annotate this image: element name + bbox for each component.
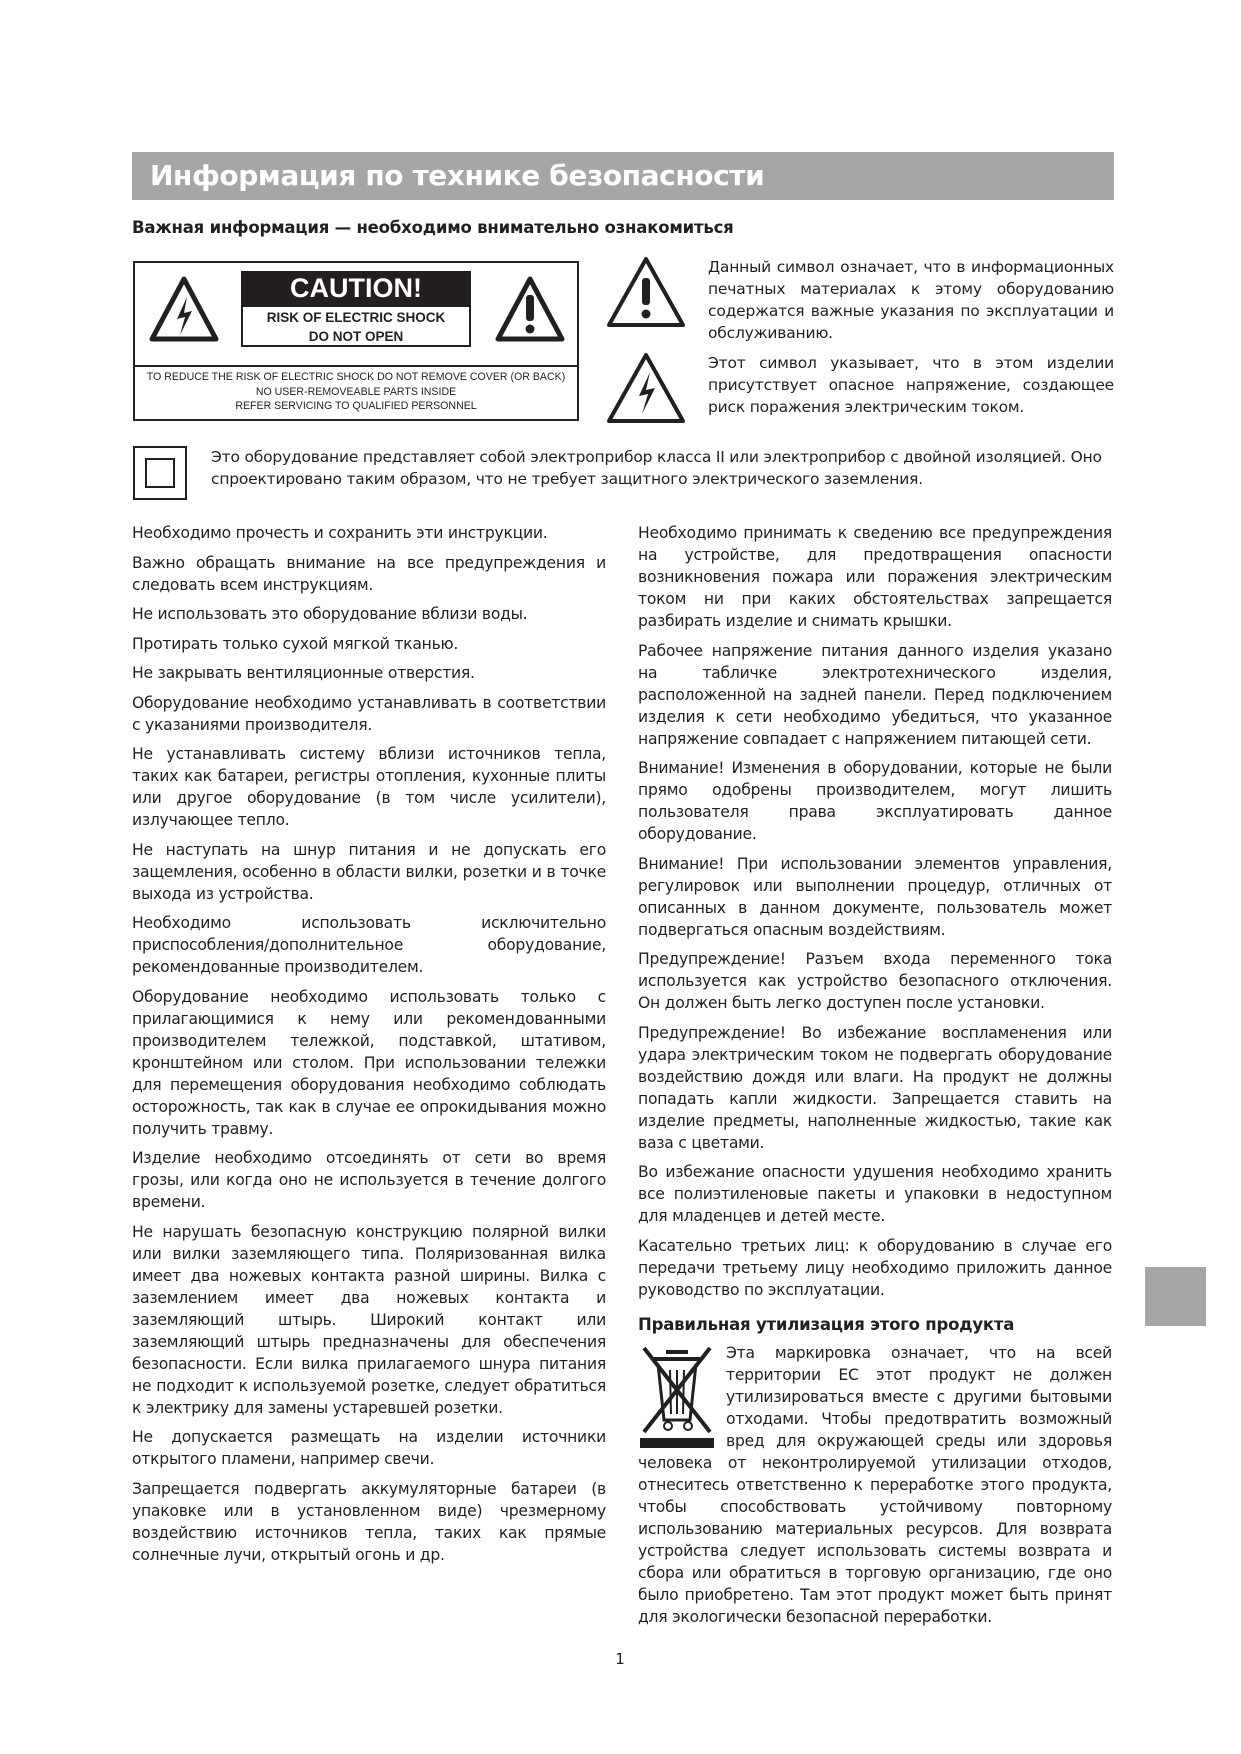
page-title: Информация по технике безопасности xyxy=(132,152,1114,200)
caution-title: CAUTION! xyxy=(241,271,471,305)
lightning-warning-icon xyxy=(149,275,219,345)
warning-paragraph: Касательно третьих лиц: к оборудованию в случае его передачи третьему лицу необходимо приложить данное руководство по эксплуатации. xyxy=(638,1236,1112,1299)
section-tab-marker xyxy=(1145,1267,1206,1326)
double-insulation-icon xyxy=(133,446,187,500)
caution-risk-line: RISK OF ELECTRIC SHOCK xyxy=(266,310,446,325)
disposal-heading: Правильная утилизация этого продукта xyxy=(638,1314,1015,1334)
caution-do-not-open: DO NOT OPEN xyxy=(308,329,404,344)
instruction-paragraph: Оборудование необходимо использовать только с прилагающимися к нему или рекомендованными производителем тележкой, подставкой, штативом, кронштейном или столом. При использовании тележки для перемещения оборудования необходимо соблюдать осторожность, так как в случае ее опрокидывания можно получить травму. xyxy=(132,987,606,1138)
page-number: 1 xyxy=(615,1650,625,1668)
instruction-paragraph: Не наступать на шнур питания и не допускать его защемления, особенно в области вилки, розетки и в точке выхода из устройства. xyxy=(132,840,606,903)
left-column xyxy=(132,522,606,1573)
caution-risk-box xyxy=(241,305,471,347)
warning-paragraph: Внимание! Изменения в оборудовании, которые не были прямо одобрены производителем, могут лишить пользователя права эксплуатировать данное оборудование. xyxy=(638,759,1112,843)
instruction-paragraph: Необходимо использовать исключительно приспособления/дополнительное оборудование, рекомендованные производителем. xyxy=(132,914,606,976)
caution-note-line: TO REDUCE THE RISK OF ELECTRIC SHOCK DO NOT REMOVE COVER (OR BACK) xyxy=(146,371,566,383)
instruction-paragraph: Не устанавливать систему вблизи источников тепла, таких как батареи, регистры отопления, кухонные плиты или другое оборудование (в том числе усилители), излучающее тепло. xyxy=(132,745,606,829)
instruction-paragraph: Не использовать это оборудование вблизи воды. xyxy=(132,605,528,623)
exclamation-symbol-description: Данный символ означает, что в информационных печатных материалах к этому оборудованию содержатся важные указания по эксплуатации и обслуживанию. xyxy=(708,258,1114,342)
instruction-paragraph: Протирать только сухой мягкой тканью. xyxy=(132,634,459,653)
lightning-symbol-description: Этот символ указывает, что в этом изделии присутствует опасное напряжение, создающее риск поражения электрическим током. xyxy=(708,354,1114,416)
caution-label xyxy=(133,261,579,421)
caution-note-line: NO USER-REMOVEABLE PARTS INSIDE xyxy=(255,385,457,398)
instruction-paragraph: Оборудование необходимо устанавливать в соответствии с указаниями производителя. xyxy=(132,693,606,734)
exclamation-warning-icon xyxy=(495,275,565,345)
caution-note xyxy=(135,370,577,414)
warning-paragraph: Необходимо принимать к сведению все предупреждения на устройстве, для предотвращения опасности возникновения пожара или поражения электрическим током ни при каких обстоятельствах запрещается разбирать изделие и снимать крышки. xyxy=(638,524,1112,630)
warning-paragraph: Во избежание опасности удушения необходимо хранить все полиэтиленовые пакеты и упаковки в недоступном для младенцев и детей месте. xyxy=(638,1163,1112,1225)
instruction-paragraph: Запрещается подвергать аккумуляторные батареи (в упаковке или в установленном виде) чрезмерному воздействию источников тепла, таких как прямые солнечные лучи, открытый огонь и др. xyxy=(132,1479,606,1564)
warning-paragraph: Предупреждение! Разъем входа переменного тока используется как устройство безопасного отключения. Он должен быть легко доступен после установки. xyxy=(638,950,1112,1012)
instruction-paragraph: Изделие необходимо отсоединять от сети во время грозы, или когда оно не используется в течение долгого времени. xyxy=(132,1149,606,1211)
instruction-paragraph: Важно обращать внимание на все предупреждения и следовать всем инструкциям. xyxy=(132,553,606,594)
warning-paragraph: Внимание! При использовании элементов управления, регулировок или выполнении процедур, отличных от описанных в данном документе, пользователь может подвергаться опасным воздействиям. xyxy=(638,854,1112,939)
class2-description: Это оборудование представляет собой электроприбор класса II или электроприбор с двойной изоляцией. Оно спроектировано таким образом, что не требует защитного электрического заземления. xyxy=(211,448,1102,488)
instruction-paragraph: Не допускается размещать на изделии источники открытого пламени, например свечи. xyxy=(132,1428,606,1468)
caution-note-line: REFER SERVICING TO QUALIFIED PERSONNEL xyxy=(235,400,477,412)
lightning-warning-icon xyxy=(606,352,686,424)
warning-paragraph: Предупреждение! Во избежание воспламенения или удара электрическим током не подвергать оборудование воздействию дождя или влаги. На продукт не должны попадать капли жидкости. Запрещается ставить на изделие предметы, наполненные жидкостью, такие как ваза с цветами. xyxy=(638,1023,1112,1152)
exclamation-warning-icon xyxy=(606,256,686,328)
crossed-out-bin-icon xyxy=(638,1342,716,1450)
instruction-paragraph: Не закрывать вентиляционные отверстия. xyxy=(132,664,475,682)
instruction-paragraph: Не нарушать безопасную конструкцию полярной вилки или вилки заземляющего типа. Поляризованная вилка имеет два ножевых контакта разной ширины. Вилка с заземлением имеет два ножевых контакта и заземляющий штырь. Широкий контакт или заземляющий штырь предназначены для обеспечения безопасности. Если вилка прилагаемого шнура питания не подходит к используемой розетке, следует обратиться к электрику для замены устаревшей розетки. xyxy=(132,1222,606,1417)
disposal-text: Эта маркировка означает, что на всей территории ЕС этот продукт не должен утилизироваться вместе с другими бытовыми отходами. Чтобы предотвратить возможный вред для окружающей среды или здоровья человека от неконтролируемой утилизации отходов, отнеситесь ответственно к переработке этого продукта, чтобы способствовать устойчивому повторному использованию материальных ресурсов. Для возврата устройства следует использовать системы возврата и сбора или обратиться в торговую организацию, где оно было приобретено. Там этот продукт может быть принят для экологически безопасной переработки. xyxy=(638,1343,1112,1626)
section-subtitle: Важная информация — необходимо внимательно ознакомиться xyxy=(132,218,734,237)
right-column xyxy=(638,522,1112,1635)
caution-divider xyxy=(135,365,577,367)
warning-paragraph: Рабочее напряжение питания данного изделия указано на табличке электротехнического изделия, расположенной на задней панели. Перед подключением изделия к сети необходимо убедиться, что указанное напряжение совпадает с напряжением питающей сети. xyxy=(638,641,1112,748)
instruction-paragraph: Необходимо прочесть и сохранить эти инструкции. xyxy=(132,524,548,542)
